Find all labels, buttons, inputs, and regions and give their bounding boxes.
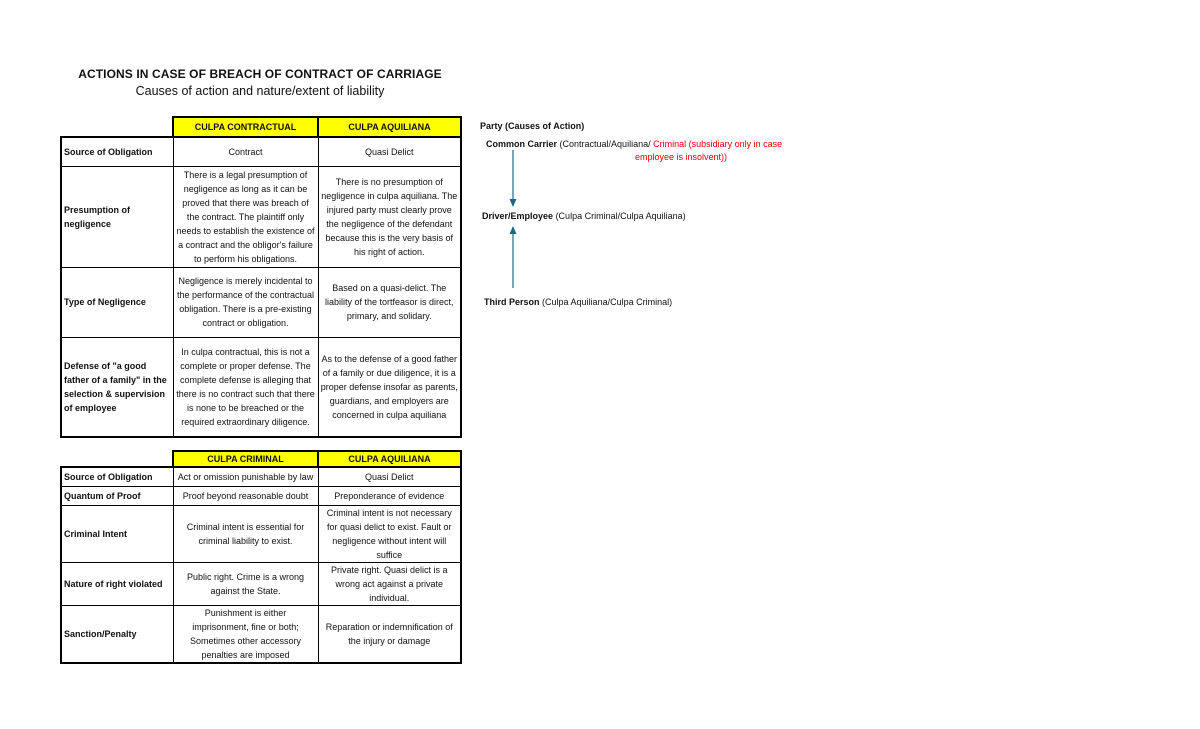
common-carrier-criminal-cont: employee is insolvent)) xyxy=(634,152,728,162)
criminal-cell: Act or omission punishable by law xyxy=(173,467,318,486)
common-carrier-name: Common Carrier xyxy=(486,139,558,149)
aquiliana-cell: Preponderance of evidence xyxy=(318,486,461,505)
aquiliana-cell: Quasi Delict xyxy=(318,137,461,166)
criminal-cell: Public right. Crime is a wrong against the State. xyxy=(173,562,318,605)
row-label: Source of Obligation xyxy=(61,467,173,486)
row-label: Defense of "a good father of a family" in the selection & supervision of employee xyxy=(61,337,173,437)
carrier-to-driver-arrow xyxy=(510,150,517,207)
row-label: Criminal Intent xyxy=(61,505,173,562)
party-heading: Party (Causes of Action) xyxy=(480,121,585,131)
row-label: Presumption of negligence xyxy=(61,166,173,267)
criminal-cell: Criminal intent is essential for criminal liability to exist. xyxy=(173,505,318,562)
row-label: Type of Negligence xyxy=(61,267,173,337)
row-label: Source of Obligation xyxy=(61,137,173,166)
header-culpa-aquiliana: CULPA AQUILIANA xyxy=(318,117,461,137)
aquiliana-cell: Quasi Delict xyxy=(318,467,461,486)
aquiliana-cell: Criminal intent is not necessary for quasi delict to exist. Fault or negligence without intent will suffice xyxy=(318,505,461,562)
third-person-name: Third Person xyxy=(484,297,540,307)
contractual-cell: Negligence is merely incidental to the performance of the contractual obligation. There is a pre-existing contract or obligation. xyxy=(173,267,318,337)
header-culpa-contractual: CULPA CONTRACTUAL xyxy=(173,117,318,137)
page-subtitle: Causes of action and nature/extent of liability xyxy=(135,84,385,98)
driver-employee-name: Driver/Employee xyxy=(482,211,554,221)
page-title: ACTIONS IN CASE OF BREACH OF CONTRACT OF CARRIAGE xyxy=(78,67,442,81)
common-carrier-causes: (Contractual/Aquiliana/ xyxy=(559,139,651,149)
aquiliana-cell: Based on a quasi-delict. The liability of the tortfeasor is direct, primary, and solidary. xyxy=(318,267,461,337)
third-person-causes: (Culpa Aquiliana/Culpa Criminal) xyxy=(542,297,673,307)
contractual-cell: There is a legal presumption of negligence as long as it can be proved that there was breach of the contract. The plaintiff only needs to establish the existence of a contract and the obligor's failure to perform his obligations. xyxy=(173,166,318,267)
contractual-cell: In culpa contractual, this is not a complete or proper defense. The complete defense is alleging that there is no contract such that there is none to be breached or the required extraordinary diligence. xyxy=(173,337,318,437)
aquiliana-cell: Private right. Quasi delict is a wrong act against a private individual. xyxy=(318,562,461,605)
aquiliana-cell: As to the defense of a good father of a family or due diligence, it is a proper defense insofar as parents, guardians, and employers are concerned in culpa aquiliana xyxy=(318,337,461,437)
header-culpa-aquiliana: CULPA AQUILIANA xyxy=(318,451,461,467)
row-label: Quantum of Proof xyxy=(61,486,173,505)
driver-employee-causes: (Culpa Criminal/Culpa Aquiliana) xyxy=(555,211,686,221)
row-label: Nature of right violated xyxy=(61,562,173,605)
aquiliana-cell: Reparation or indemnification of the injury or damage xyxy=(318,605,461,663)
common-carrier-criminal: Criminal (subsidiary only in case xyxy=(653,139,783,149)
criminal-cell: Punishment is either imprisonment, fine or both; Sometimes other accessory penalties are imposed xyxy=(173,605,318,663)
contractual-cell: Contract xyxy=(173,137,318,166)
row-label: Sanction/Penalty xyxy=(61,605,173,663)
header-culpa-criminal: CULPA CRIMINAL xyxy=(173,451,318,467)
criminal-cell: Proof beyond reasonable doubt xyxy=(173,486,318,505)
aquiliana-cell: There is no presumption of negligence in culpa aquiliana. The injured party must clearly prove the negligence of the defendant because this is the very basis of his right of action. xyxy=(318,166,461,267)
third-to-driver-arrow xyxy=(510,226,517,288)
